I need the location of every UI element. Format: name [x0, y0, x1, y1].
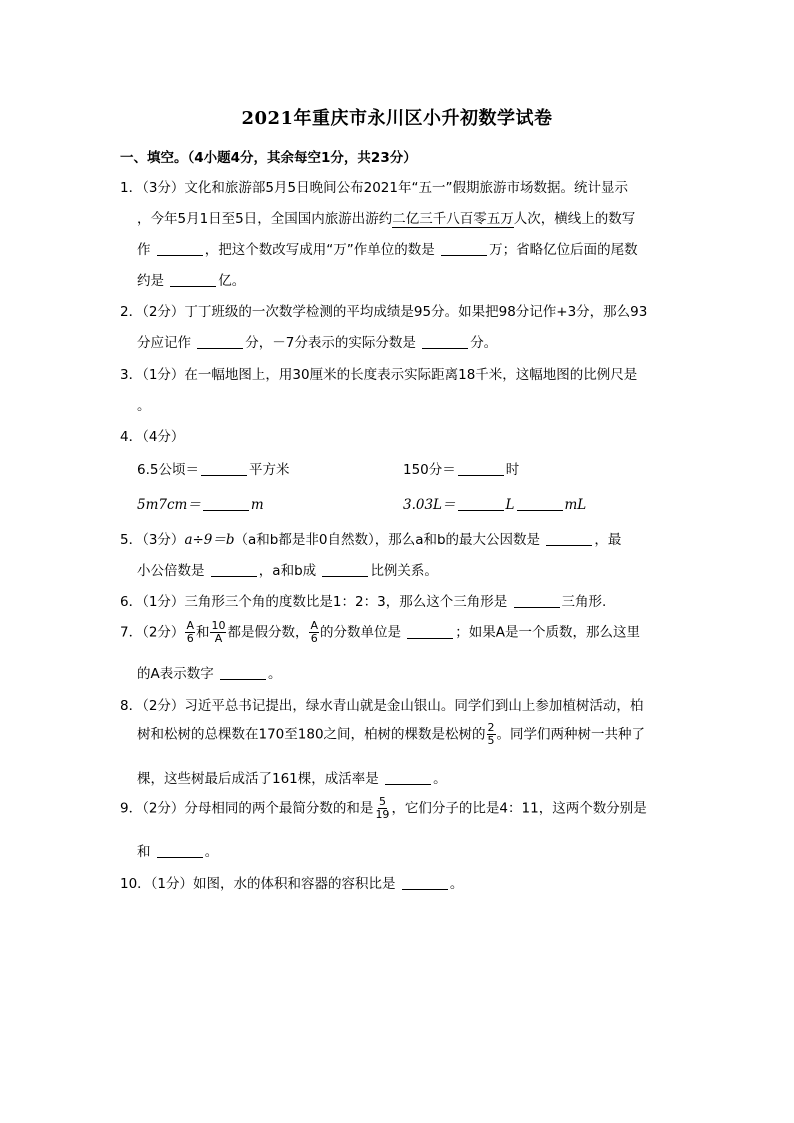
- q5-text-b2: ，a和b成: [258, 563, 321, 579]
- q2-blank-2[interactable]: [422, 334, 468, 349]
- q8-numerator: 2: [487, 721, 495, 734]
- q7-text-a3: 的分数单位是: [320, 624, 406, 641]
- section-heading: 一、填空。（4小题4分，其余每空1分，共23分）: [120, 150, 417, 166]
- q7-f3-denominator: 6: [310, 632, 318, 645]
- q9-blank-1[interactable]: [157, 843, 203, 858]
- q4-row2-col2: [403, 493, 586, 513]
- q5-text-b3: 比例关系。: [370, 563, 438, 579]
- q7-f2-denominator: A: [214, 632, 223, 645]
- q4-blank-3[interactable]: [203, 496, 249, 511]
- q4-blank-1[interactable]: [201, 461, 247, 476]
- q1-blank-3[interactable]: [170, 272, 216, 287]
- q5-line-2: [137, 559, 438, 579]
- q4-r1c1-unit: 平方米: [248, 462, 290, 478]
- q9-fraction: [374, 796, 390, 821]
- q7-fraction-2: [210, 620, 226, 645]
- q7-fraction-1: [185, 620, 195, 645]
- q8-text-b2: 。同学们两种树一共种了: [496, 726, 646, 743]
- page-title: 2021年重庆市永川区小升初数学试卷: [241, 108, 553, 129]
- q7-fraction-3: [309, 620, 319, 645]
- q4-r2c1-text: 5m7cm＝: [137, 497, 201, 513]
- q4-blank-2[interactable]: [458, 461, 504, 476]
- q8-line-2: [137, 722, 645, 747]
- q7-text-a2: 都是假分数，: [227, 624, 309, 641]
- q7-text-a4: ；如果A是一个质数，那么这里: [455, 624, 641, 641]
- q3-line-1: [120, 363, 637, 383]
- q9-text-b1: 和: [137, 844, 155, 860]
- q8-line-3: [137, 767, 447, 787]
- q3-text-b: 。: [137, 398, 151, 414]
- q8-fraction: [487, 722, 496, 747]
- q4-row1-col2: [403, 458, 519, 478]
- q8-text-c1: 棵，这些树最后成活了161棵，成活率是: [137, 771, 384, 787]
- q1-blank-2[interactable]: [441, 241, 487, 256]
- q7-text-and: 和: [195, 624, 210, 641]
- q2-line-2: [137, 331, 497, 351]
- q3-line-2: [137, 394, 151, 414]
- q7-line-2: [137, 662, 282, 682]
- q5-text-b1: 小公倍数是: [137, 563, 209, 579]
- q9-denominator: 19: [375, 808, 390, 821]
- q8-text-b1: 树和松树的总棵数在170至180之间，柏树的棵数是松树的: [137, 726, 486, 743]
- q9-line-2: [137, 840, 218, 860]
- q4-r2c2-text: 3.03L＝: [403, 497, 456, 513]
- q2-text-b1: 分应记作: [137, 335, 196, 351]
- q10-text-a1: 10．（1分）如图，水的体积和容器的容积比是: [120, 876, 400, 892]
- q9-text-b2: 。: [204, 844, 219, 860]
- q2-line-1: [120, 300, 647, 320]
- q6-text-a2: 三角形.: [561, 594, 607, 610]
- q8-line-1: [120, 694, 643, 714]
- q1-text-b1: ，今年5月1日至5日，全国国内旅游出游约: [137, 211, 393, 227]
- q7-line-1: [120, 620, 640, 645]
- q7-text-b1: 的A表示数字: [137, 666, 219, 682]
- q8-denominator: 5: [487, 734, 495, 747]
- q6-text-a1: 6．（1分）三角形三个角的度数比是1：2：3，那么这个三角形是: [120, 594, 512, 610]
- q4-r1c2-unit: 时: [505, 462, 520, 478]
- q5-blank-3[interactable]: [322, 562, 368, 577]
- q7-blank-1[interactable]: [407, 624, 453, 639]
- q1-line-2: [137, 207, 635, 227]
- q1-text-c1: 作: [137, 242, 155, 258]
- q4-r2c2-unit1: L: [505, 497, 515, 513]
- q4-row2-col1: [137, 493, 264, 513]
- q10-line-1: [120, 872, 463, 892]
- q5-blank-2[interactable]: [211, 562, 257, 577]
- q9-line-1: [120, 796, 647, 821]
- q1-text-d1: 约是: [137, 273, 169, 289]
- q7-f1-denominator: 6: [186, 632, 194, 645]
- q6-line-1: [120, 590, 606, 610]
- q2-text-a: 2．（2分）丁丁班级的一次数学检测的平均成绩是95分。如果把98分记作+3分，那么93: [120, 304, 648, 320]
- q1-text-c2: ，把这个数改写成用“万”作单位的数是: [204, 242, 440, 258]
- q7-f2-numerator: 10: [211, 619, 226, 632]
- q9-text-a1: 9．（2分）分母相同的两个最简分数的和是: [120, 800, 374, 817]
- q2-text-b3: 分。: [470, 335, 498, 351]
- q5-line-1: [120, 528, 621, 548]
- q5-text-a4: ，最: [594, 532, 622, 548]
- q5-equation: a÷9＝b: [184, 532, 235, 548]
- q1-text-c3: 万；省略亿位后面的尾数: [489, 242, 638, 258]
- q1-underlined-number: 二亿三千八百零五万: [392, 211, 514, 227]
- q8-text-a: 8．（2分）习近平总书记提出，绿水青山就是金山银山。同学们到山上参加植树活动，柏: [120, 698, 644, 714]
- q6-blank-1[interactable]: [514, 593, 560, 608]
- q1-text-d2: 亿。: [218, 273, 246, 289]
- q8-blank-1[interactable]: [385, 770, 431, 785]
- q3-text-a: 3．（1分）在一幅地图上，用30厘米的长度表示实际距离18千米，这幅地图的比例尺是: [120, 367, 638, 383]
- q7-blank-2[interactable]: [220, 665, 266, 680]
- q4-blank-4[interactable]: [458, 496, 504, 511]
- q1-line-1: [120, 176, 628, 196]
- q9-text-a2: ，它们分子的比是4：11，这两个数分别是: [391, 800, 647, 817]
- q4-line-1: [120, 425, 184, 445]
- q2-text-b2: 分，－7分表示的实际分数是: [245, 335, 421, 351]
- q7-text-a1: 7．（2分）: [120, 624, 185, 641]
- q4-r2c2-unit2: mL: [564, 497, 587, 513]
- q4-text-a: 4．（4分）: [120, 429, 185, 445]
- q1-line-3: [137, 238, 638, 258]
- q7-f1-numerator: A: [186, 619, 194, 632]
- q7-text-b2: 。: [268, 666, 282, 682]
- q5-blank-1[interactable]: [546, 531, 592, 546]
- q4-row1-col1: [137, 458, 289, 478]
- q10-blank-1[interactable]: [402, 875, 448, 890]
- q5-text-a1: 5．（3分）: [120, 532, 185, 548]
- q4-r2c1-unit: m: [250, 497, 264, 513]
- q4-r1c1-text: 6.5公顷＝: [137, 462, 199, 478]
- q4-r1c2-text: 150分＝: [403, 462, 456, 478]
- q2-blank-1[interactable]: [197, 334, 243, 349]
- q7-f3-numerator: A: [310, 619, 318, 632]
- q9-numerator: 5: [378, 795, 386, 808]
- q5-text-a3: （a和b都是非0自然数），那么a和b的最大公因数是: [234, 532, 545, 548]
- q4-blank-5[interactable]: [517, 496, 563, 511]
- q1-text-a: 1．（3分）文化和旅游部5月5日晚间公布2021年“五一”假期旅游市场数据。统计显示: [120, 180, 628, 196]
- q1-blank-1[interactable]: [157, 241, 203, 256]
- q1-line-4: [137, 269, 245, 289]
- q1-text-b2: 人次，横线上的数写: [513, 211, 636, 227]
- q8-text-c2: 。: [433, 771, 447, 787]
- q10-text-a2: 。: [449, 876, 464, 892]
